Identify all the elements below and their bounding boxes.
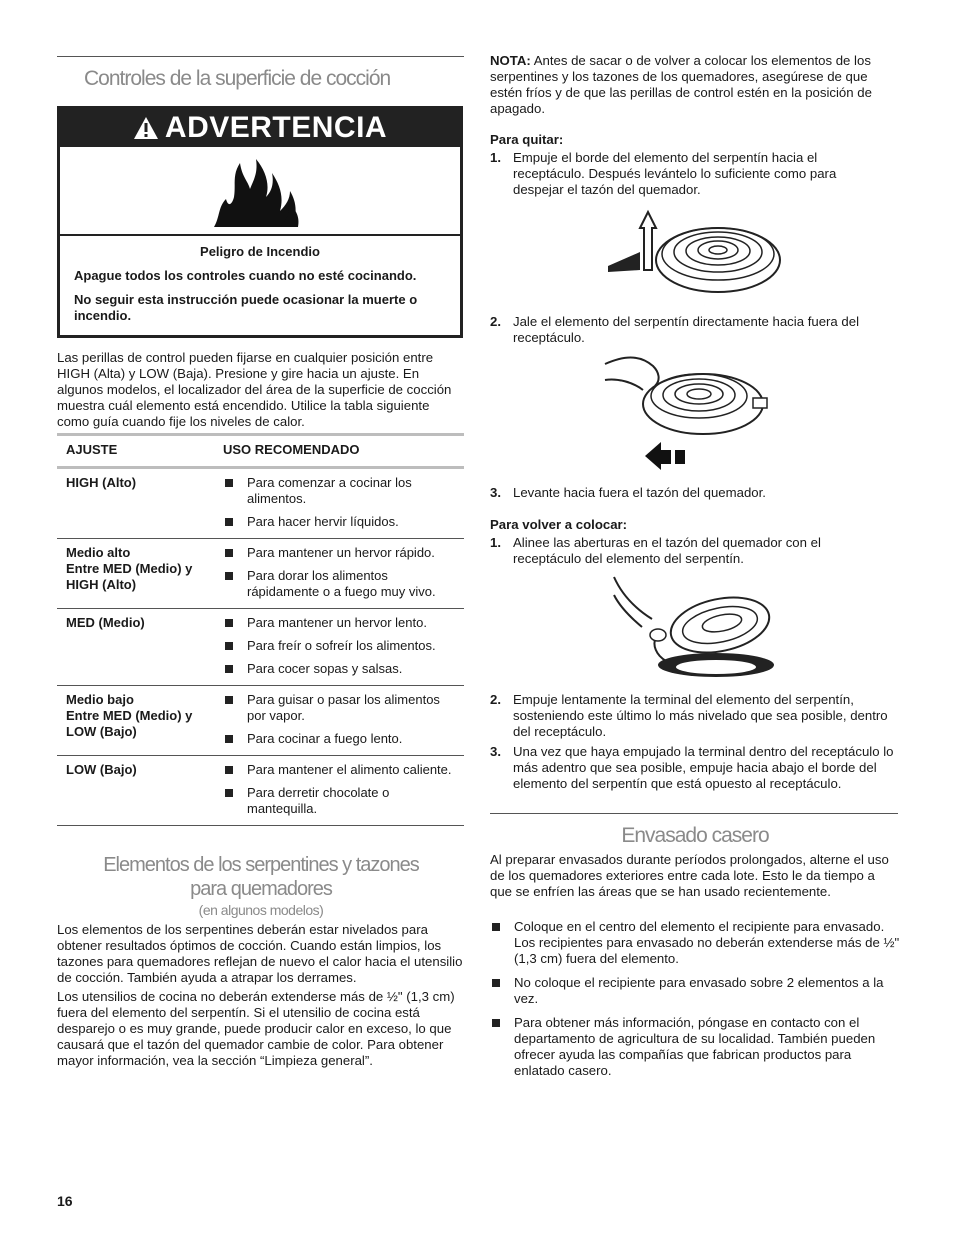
use-cell [214,539,464,609]
list-item [490,314,890,346]
use-cell [214,609,464,686]
table-row [57,539,464,609]
setting-label: LOW (Bajo) [66,724,137,739]
table-header-setting: AJUSTE [57,435,214,468]
setting-label: Entre MED (Medio) y [66,708,193,723]
list-item: Para cocinar a fuego lento. [223,731,456,747]
list-item: Para mantener el alimento caliente. [223,762,456,778]
list-item [490,535,890,567]
canning-intro: Al preparar envasados durante períodos prolongados, alterne el uso de los quemadores exteriores entre cada lote. Esto le da tiempo a que se enfríen las áreas que se han usado recientemente. [490,852,889,899]
note-text: Antes de sacar o de volver a colocar los elementos de los serpentines y los tazones de los quemadores, asegúrese de que estén fríos y de que las perillas de control estén en la posición de apagado. [490,53,872,116]
replace-title: Para volver a colocar: [490,517,628,532]
remove-step-3 [490,485,890,501]
surface-intro-paragraph: Las perillas de control pueden fijarse en cualquier posición entre HIGH (Alta) y LOW (Baja). Presione y gire hacia un ajuste. En algunos modelos, el localizador del área de la superficie de cocción muestra cuál elemento está encendido. Utilice la tabla siguiente como guía cuando fije los niveles de calor. [57,350,452,429]
warning-hazard: Peligro de Incendio [200,244,320,259]
list-item: Para derretir chocolate o mantequilla. [223,785,456,817]
setting-label: LOW (Bajo) [66,762,137,777]
step-text: Empuje el borde del elemento del serpentín hacia el receptáculo. Después levántelo lo suficiente como para despejar el tazón del quemador. [513,150,837,197]
fire-icon [210,155,310,229]
step-number: 1. [490,150,501,165]
surface-controls-title: Controles de la superficie de cocción [84,67,391,90]
use-cell [214,468,464,539]
coil-section-heading [57,853,465,919]
list-item [490,692,900,740]
setting-cell [57,539,214,609]
warning-triangle-icon [133,116,159,140]
remove-title: Para quitar: [490,132,564,147]
step-number: 2. [490,314,501,329]
coil-title-line-2: para quemadores [190,878,332,900]
step-text: Una vez que haya empujado la terminal dentro del receptáculo lo más adentro que sea posible, empuje hacia abajo el borde del elemento del serpentín que está opuesto al receptáculo. [513,744,894,791]
warning-box [57,106,463,338]
setting-cell [57,609,214,686]
replace-step-1 [490,535,890,567]
note-paragraph [490,53,900,117]
list-item [490,150,890,198]
step-number: 2. [490,692,501,707]
step-text: Alinee las aberturas en el tazón del quemador con el receptáculo del elemento del serpentín. [513,535,821,566]
canning-rule [490,813,898,814]
table-header-use: USO RECOMENDADO [214,435,464,468]
setting-label: Entre MED (Medio) y [66,561,193,576]
list-item: Para obtener más información, póngase en contacto con el departamento de agricultura de su localidad. También pueden ofrecer ayuda las compañías que fabrican productos para enlatado casero. [490,1015,900,1079]
list-item: Para mantener un hervor rápido. [223,545,456,561]
table-header-row [57,435,464,468]
setting-label: Medio bajo [66,692,134,707]
list-item: Para guisar o pasar los alimentos por vapor. [223,692,456,724]
remove-step-1 [490,150,890,198]
warning-line-1: Apague todos los controles cuando no esté cocinando. [74,268,417,283]
use-cell [214,686,464,756]
fire-pictogram [60,147,460,236]
step-number: 1. [490,535,501,550]
coil-paragraph-2: Los utensilios de cocina no deberán extenderse más de ½" (1,3 cm) fuera del elemento del serpentín. Si el utensilio de cocina está desparejo o es muy grande, puede producir calor en exceso, lo que causará que el tazón del quemador cambie de color. Para obtener mayor información, vea la sección “Limpieza general”. [57,989,455,1068]
coil-paragraph-1: Los elementos de los serpentines deberán estar nivelados para obtener resultados óptimos de cocción. Cuando están limpios, los tazones para quemadores reflejan de nuevo el calor hacia el utensilio de cocción. También ayuda a atrapar los derrames. [57,922,463,985]
list-item [490,485,890,501]
warning-line-2: No seguir esta instrucción puede ocasionar la muerte o incendio. [74,292,418,323]
use-cell [214,756,464,826]
table-row [57,609,464,686]
lift-coil-illustration [600,208,790,303]
note-label: NOTA: [490,53,531,68]
list-item: Para cocer sopas y salsas. [223,661,456,677]
setting-label: MED (Medio) [66,615,145,630]
pull-coil-illustration [603,350,783,475]
list-item: Para comenzar a cocinar los alimentos. [223,475,456,507]
coil-subtitle: (en algunos modelos) [198,902,324,918]
warning-header-text: ADVERTENCIA [164,111,388,144]
replace-steps-2-3 [490,692,900,792]
table-row [57,468,464,539]
list-item [490,744,900,792]
warning-header [60,109,460,147]
step-text: Levante hacia fuera el tazón del quemador. [513,485,766,500]
setting-cell [57,756,214,826]
list-item: Para dorar los alimentos rápidamente o a fuego muy vivo. [223,568,456,600]
list-item: Para freír o sofreír los alimentos. [223,638,456,654]
canning-bullets [490,919,900,1079]
remove-step-2 [490,314,890,346]
step-text: Empuje lentamente la terminal del elemento del serpentín, sosteniendo este último lo más nivelado que sea posible, dentro del receptáculo. [513,692,888,739]
list-item: Para hacer hervir líquidos. [223,514,456,530]
setting-label: Medio alto [66,545,131,560]
table-row [57,756,464,826]
page-number: 16 [57,1193,73,1209]
setting-cell [57,468,214,539]
canning-title: Envasado casero [621,824,769,847]
step-number: 3. [490,485,501,500]
setting-cell [57,686,214,756]
list-item: Para mantener un hervor lento. [223,615,456,631]
setting-label: HIGH (Alto) [66,577,137,592]
heat-settings-table [57,433,464,826]
table-row [57,686,464,756]
step-number: 3. [490,744,501,759]
list-item: Coloque en el centro del elemento el recipiente para envasado. Los recipientes para envasado no deberán extenderse más de ½" (1,3 cm) fuera del elemento. [490,919,900,967]
step-text: Jale el elemento del serpentín directamente hacia fuera del receptáculo. [513,314,860,345]
place-bowl-illustration [612,575,782,680]
setting-label: HIGH (Alto) [66,475,137,490]
top-rule-left [57,56,464,57]
coil-title-line-1: Elementos de los serpentines y tazones [103,854,419,876]
list-item: No coloque el recipiente para envasado sobre 2 elementos a la vez. [490,975,900,1007]
